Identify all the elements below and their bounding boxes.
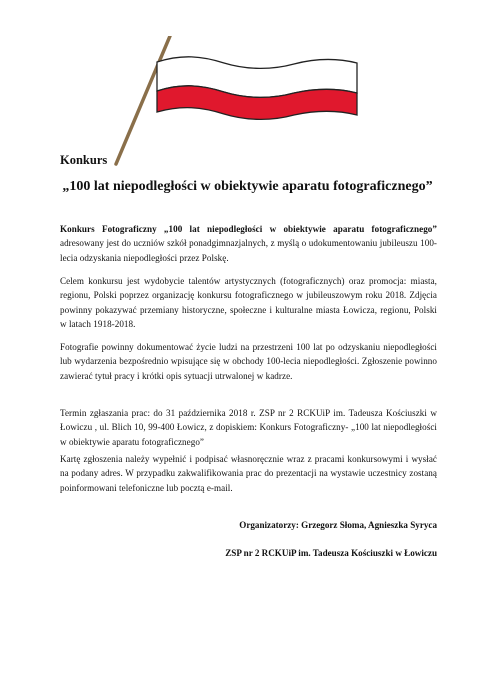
paragraph-application bbox=[60, 452, 437, 495]
goal-text: Celem konkursu jest wydobycie talentów artystycznych (fotograficznych) oraz promocja: miasta, regionu, Polski poprzez organizację konkursu fotograficznego w jubileuszowym roku 2018. Zdjęcia powinny pokazywać przemiany historyczne, społeczne i kulturalne miasta Łowicza, regionu, Polski w latach 1918-2018. bbox=[60, 276, 437, 330]
application-text: Kartę zgłoszenia należy wypełnić i podpisać własnoręcznie wraz z pracami konkursowymi i wysłać na podany adres. W przypadku zakwalifikowania prac do prezentacji na wystawie uczestnicy zostaną poinformowani telefoniczne lub pocztą e-mail. bbox=[60, 454, 437, 493]
organizers-line: Organizatorzy: Grzegorz Słoma, Agnieszka Syryca bbox=[239, 520, 437, 530]
paragraph-goal bbox=[60, 274, 437, 332]
paragraph-intro bbox=[60, 222, 437, 265]
school-line: ZSP nr 2 RCKUiP im. Tadeusza Kościuszki w Łowiczu bbox=[225, 548, 437, 558]
paragraph-deadline bbox=[60, 406, 437, 449]
paragraph-photos bbox=[60, 340, 437, 383]
competition-title: „100 lat niepodległości w obiektywie aparatu fotograficznego” bbox=[62, 179, 433, 194]
konkurs-label: Konkurs bbox=[60, 153, 108, 167]
polish-flag-illustration bbox=[112, 36, 362, 172]
intro-bold-text: Konkurs Fotograficzny „100 lat niepodległości w obiektywie aparatu fotograficznego” bbox=[60, 224, 437, 234]
deadline-text: Termin zgłaszania prac: do 31 października 2018 r. ZSP nr 2 RCKUiP im. Tadeusza Kościuszki w Łowiczu , ul. Blich 10, 99-400 Łowicz, z dopiskiem: Konkurs Fotograficzny- „100 lat niepodległości w obiektywie aparatu fotograficznego” bbox=[60, 408, 437, 447]
photos-text: Fotografie powinny dokumentować życie ludzi na przestrzeni 100 lat po odzyskaniu niepodległości lub wydarzenia bezpośrednio wpisujące się w obchody 100-lecia niepodległości. Zgłoszenie powinno zawierać tytuł pracy i krótki opis sytuacji utrwalonej w kadrze. bbox=[60, 342, 437, 381]
intro-text: adresowany jest do uczniów szkół ponadgimnazjalnych, z myślą o udokumentowaniu jubileuszu 100-lecia odzyskania niepodległości przez Polskę. bbox=[60, 238, 437, 263]
